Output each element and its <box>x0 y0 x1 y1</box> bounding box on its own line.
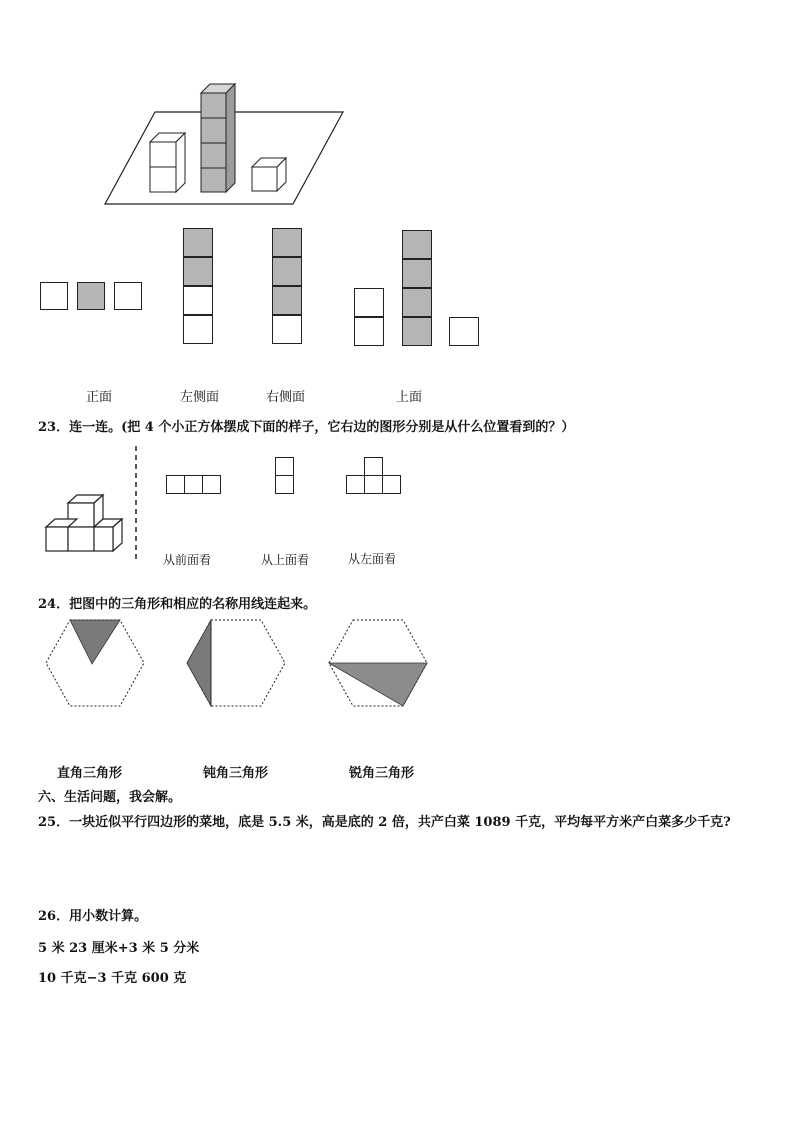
q24-name-acute: 锐角三角形 <box>349 766 415 781</box>
q23-cube-figure <box>0 430 160 570</box>
q24-name-right: 直角三角形 <box>57 766 123 781</box>
q23-text: 23．连一连。(把 4 个小正方体摆成下面的样子，它右边的图形分别是从什么位置看到的？） <box>38 420 575 435</box>
label-top: 上面 <box>396 390 423 405</box>
q25-text: 25．一块近似平行四边形的菜地，底是 5.5 米，高是底的 2 倍，共产白菜 1089 千克，平均每平方米产白菜多少千克? <box>38 815 731 830</box>
q23-label-left: 从左面看 <box>348 552 397 566</box>
label-right-side: 右侧面 <box>266 390 306 405</box>
q26-text: 26．用小数计算。 <box>38 909 148 924</box>
hexagon-right-triangle <box>42 618 152 713</box>
q26-line-2: 10 千克−3 千克 600 克 <box>38 971 187 986</box>
cube-arrangement-figure <box>0 0 794 220</box>
q23-label-top: 从上面看 <box>261 553 310 567</box>
hexagon-obtuse-triangle <box>183 618 293 713</box>
section-6-heading: 六、生活问题，我会解。 <box>38 790 182 805</box>
q26-line-1: 5 米 23 厘米+3 米 5 分米 <box>38 941 200 956</box>
q24-text: 24．把图中的三角形和相应的名称用线连起来。 <box>38 597 317 612</box>
q24-name-obtuse: 钝角三角形 <box>203 766 269 781</box>
label-left-side: 左侧面 <box>180 390 220 405</box>
q23-label-front: 从前面看 <box>163 553 212 567</box>
label-front: 正面 <box>86 390 113 405</box>
hexagon-acute-triangle <box>325 618 435 713</box>
